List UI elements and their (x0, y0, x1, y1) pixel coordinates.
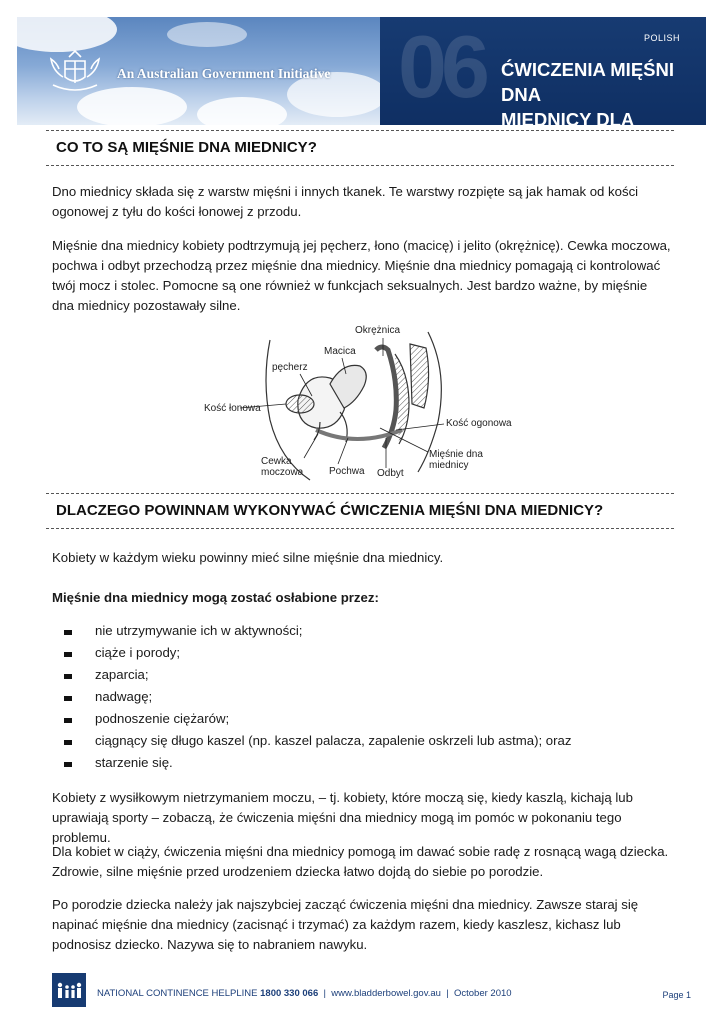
title-panel (380, 17, 706, 155)
publication-date: October 2010 (453, 988, 512, 999)
people-family-icon (52, 973, 86, 1007)
title-line-1: ĆWICZENIA MIĘŚNI DNA (501, 59, 675, 105)
helpline-label: NATIONAL CONTINENCE HELPLINE (97, 988, 258, 999)
label-okreznica: Okrężnica (355, 325, 401, 336)
label-odbyt: Odbyt (377, 468, 404, 479)
section-2-paragraph-3: Dla kobiet w ciąży, ćwiczenia mięśni dna miednicy pomogą im dawać sobie radę z rosnącą wagą dziecka. Zdrowie, silne mięśnie przed urodzeniem dziecka łatwo dojdą do siebie po porodzie. (52, 844, 669, 879)
list-item: ciąże i porody; (52, 642, 571, 664)
label-kosc-lonowa: Kość łonowa (204, 403, 261, 414)
section-1-paragraph-2: Mięśnie dna miednicy kobiety podtrzymują jej pęcherz, łono (macicę) i jelito (okrężnicę). Cewka moczowa, pochwa i odbyt przechodzą przez mięśnie dna miednicy. Mięśnie dna miednicy pomagają ci kontrolować twój mocz i stolec. Pomocne są one również w funkcjach seksualnych. Jest bardzo ważne, by mięśnie dna miednicy pozostawały silne. (52, 238, 671, 313)
list-item: ciągnący się długo kaszel (np. kaszel palacza, zapalenie oskrzeli lub astma); oraz (52, 730, 571, 752)
bullet-square-icon (64, 630, 72, 635)
fact-sheet-number: 06 (398, 17, 484, 116)
bullet-square-icon (64, 674, 72, 679)
language-label: POLISH (643, 33, 680, 43)
section-2-paragraph-2: Kobiety z wysiłkowym nietrzymaniem moczu, – tj. kobiety, które moczą się, kiedy kaszlą, kichają lub uprawiają sporty – zobaczą, że ćwiczenia mięśni dna miednicy mogą im pomóc w pokonaniu tego problemu. (52, 790, 633, 845)
website-link[interactable]: www.bladderbowel.gov.au (331, 988, 441, 999)
section-1-paragraph-1: Dno miednicy składa się z warstw mięśni i innych tkanek. Te warstwy rozpięte są jak hamak od kości ogonowej z tyłu do kości łonowej z przodu. (52, 184, 639, 219)
list-item: podnoszenie ciężarów; (52, 708, 571, 730)
bullet-square-icon (64, 762, 72, 767)
bullet-square-icon (64, 718, 72, 723)
helpline-phone[interactable]: 1800 330 066 (260, 988, 319, 999)
label-cewka-moczowa: Cewka moczowa (261, 456, 304, 478)
label-miesnie-dna-miednicy: Mięśnie dna miednicy (429, 449, 483, 471)
section-heading-1 (46, 130, 674, 166)
page-number: Page 1 (662, 990, 691, 1000)
label-pochwa: Pochwa (329, 466, 365, 477)
title-line-2: MIEDNICY DLA KOBIET (501, 109, 634, 155)
coat-of-arms-icon (39, 47, 111, 97)
bullet-square-icon (64, 652, 72, 657)
pelvic-floor-diagram (200, 322, 530, 484)
government-initiative-text: An Australian Government Initiative (117, 66, 331, 81)
label-macica: Macica (324, 346, 356, 357)
section-heading-2 (46, 493, 674, 529)
bullet-square-icon (64, 696, 72, 701)
section-2-paragraph-1: Kobiety w każdym wieku powinny mieć silne mięśnie dna miednicy. (52, 550, 444, 565)
sky-banner (17, 17, 380, 125)
bullet-square-icon (64, 740, 72, 745)
footer-contact: NATIONAL CONTINENCE HELPLINE 1800 330 066 | www.bladderbowel.gov.au | October 2010 (97, 988, 512, 999)
list-item: nie utrzymywanie ich w aktywności; (52, 620, 571, 642)
section-1-title: CO TO SĄ MIĘŚNIE DNA MIEDNICY? (56, 139, 317, 156)
label-pecherz: pęcherz (272, 362, 308, 373)
list-item: starzenie się. (52, 752, 571, 774)
weakening-causes-heading: Mięśnie dna miednicy mogą zostać osłabione przez: (52, 590, 379, 605)
label-kosc-ogonowa: Kość ogonowa (446, 418, 512, 429)
weakening-causes-list (52, 620, 571, 774)
list-item: zaparcia; (52, 664, 571, 686)
section-2-paragraph-4: Po porodzie dziecka należy jak najszybciej zacząć ćwiczenia mięśni dna miednicy. Zawsze staraj się napinać mięśnie dna miednicy (zacisnąć i trzymać) za każdym razem, kiedy kaszlesz, kichasz lub podnosisz dziecko. Nazywa się to nabraniem nawyku. (52, 897, 639, 952)
list-item: nadwagę; (52, 686, 571, 708)
section-2-title: DLACZEGO POWINNAM WYKONYWAĆ ĆWICZENIA MIĘŚNI DNA MIEDNICY? (56, 502, 604, 519)
